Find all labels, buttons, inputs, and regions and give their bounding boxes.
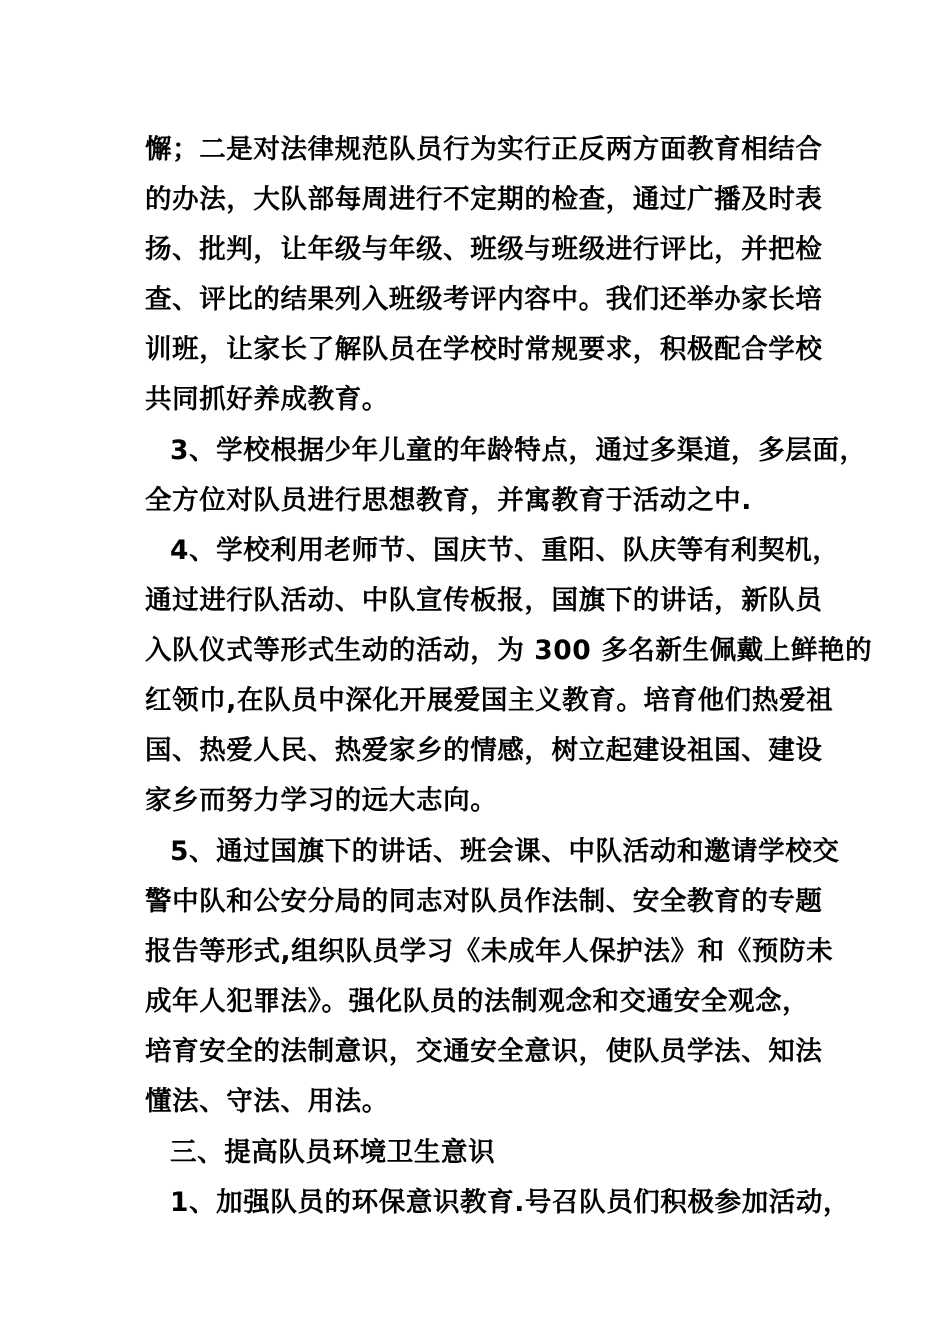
paragraph-start-line: 4、学校利用老师节、国庆节、重阳、队庆等有利契机，	[170, 535, 840, 566]
text-line: 的办法，大队部每周进行不定期的检查，通过广播及时表	[145, 184, 823, 215]
text-line: 共同抓好养成教育。	[145, 384, 389, 415]
text-line: 扬、批判，让年级与年级、班级与班级进行评比，并把检	[145, 234, 823, 265]
text-line: 家乡而努力学习的远大志向。	[145, 785, 498, 816]
text-line: 懂法、守法、用法。	[145, 1086, 389, 1117]
text-line: 通过进行队活动、中队宣传板报，国旗下的讲话，新队员	[145, 585, 823, 616]
text-line: 全方位对队员进行思想教育，并寓教育于活动之中.	[145, 485, 752, 516]
section-heading: 三、提高队员环境卫生意识	[170, 1137, 496, 1168]
text-line: 培育安全的法制意识，交通安全意识，使队员学法、知法	[145, 1036, 823, 1067]
paragraph-start-line: 3、学校根据少年儿童的年龄特点，通过多渠道，多层面，	[170, 435, 867, 466]
text-line: 成年人犯罪法》。强化队员的法制观念和交通安全观念，	[145, 986, 810, 1017]
text-line: 懈；二是对法律规范队员行为实行正反两方面教育相结合	[145, 134, 823, 165]
paragraph-start-line: 1、加强队员的环保意识教育.号召队员们积极参加活动，	[170, 1187, 851, 1218]
text-line: 报告等形式,组织队员学习《未成年人保护法》和《预防未	[145, 936, 834, 967]
text-line: 训班，让家长了解队员在学校时常规要求，积极配合学校	[145, 334, 823, 365]
text-line: 红领巾,在队员中深化开展爱国主义教育。培育他们热爱祖	[145, 685, 834, 716]
text-line: 查、评比的结果列入班级考评内容中。我们还举办家长培	[145, 284, 823, 315]
text-line: 警中队和公安分局的同志对队员作法制、安全教育的专题	[145, 886, 823, 917]
text-line: 入队仪式等形式生动的活动，为 300 多名新生佩戴上鲜艳的	[145, 635, 873, 666]
paragraph-start-line: 5、通过国旗下的讲话、班会课、中队活动和邀请学校交	[170, 836, 840, 867]
text-line: 国、热爱人民、热爱家乡的情感，树立起建设祖国、建设	[145, 735, 823, 766]
